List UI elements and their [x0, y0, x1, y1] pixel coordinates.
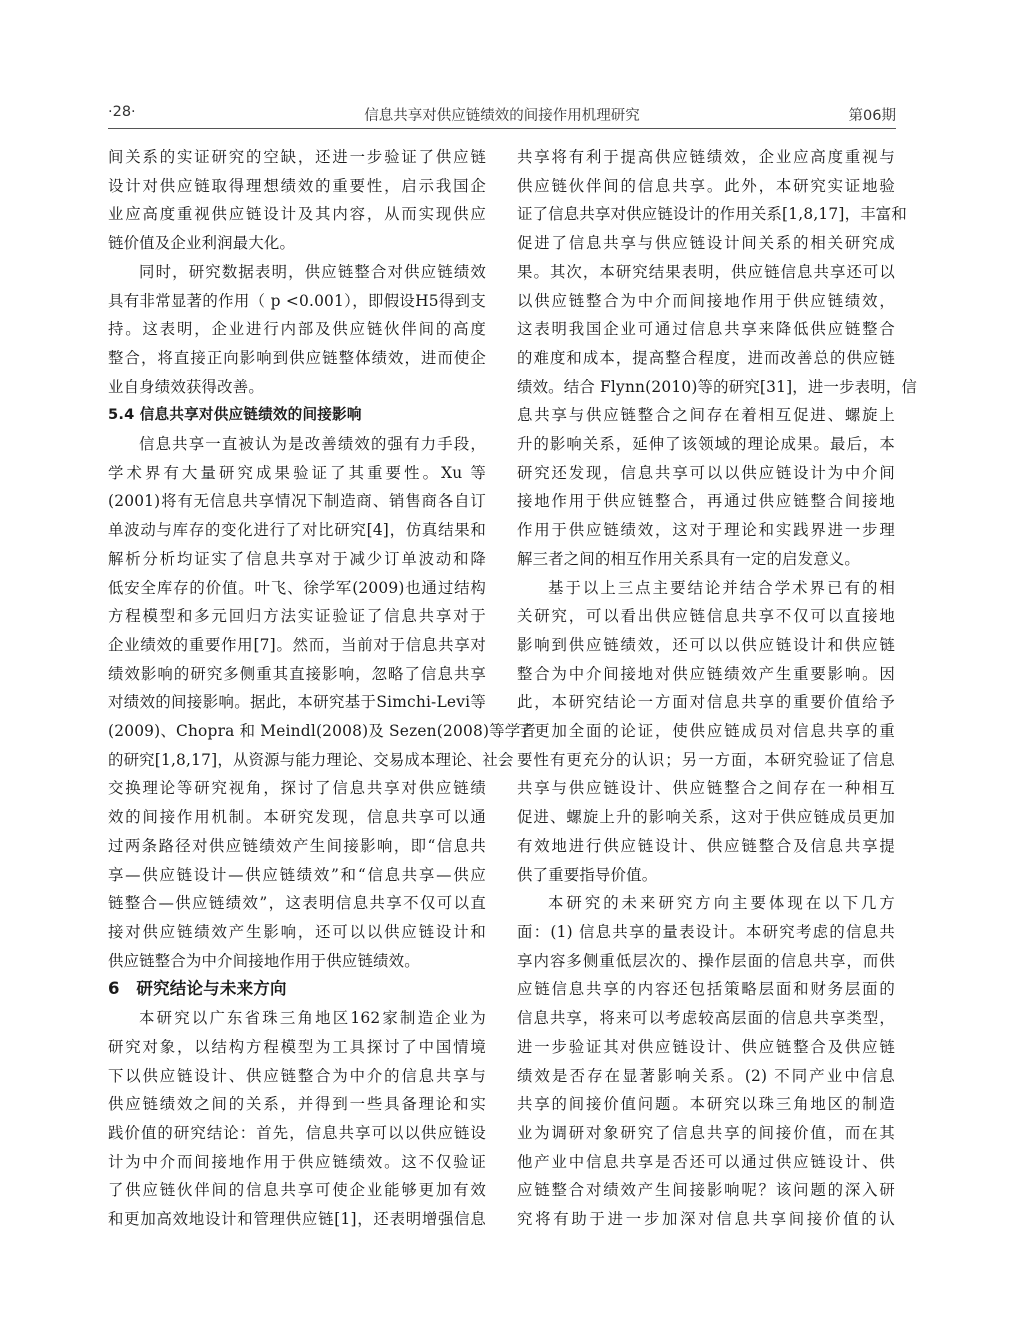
text-line: 计为中介而间接地作用于供应链绩效。这不仅验证: [108, 1152, 486, 1171]
text-line: 面：(1) 信息共享的量表设计。本研究考虑的信息共: [517, 922, 895, 941]
text-line: 交换理论等研究视角，探讨了信息共享对供应链绩: [108, 779, 486, 798]
text-line: 和更加高效地设计和管理供应链[1]，还表明增强信息: [108, 1210, 486, 1229]
text-line: 的难度和成本，提高整合程度，进而改善总的供应链: [517, 348, 895, 367]
text-line: 同时，研究数据表明，供应链整合对供应链绩效: [139, 262, 486, 281]
text-line: 了更加全面的论证，使供应链成员对信息共享的重: [517, 722, 895, 741]
text-line: 促进、螺旋上升的影响关系，这对于供应链成员更加: [517, 808, 895, 827]
text-line: 整合为中介间接地对供应链绩效产生重要影响。因: [517, 664, 895, 683]
text-line: 关研究，可以看出供应链信息共享不仅可以直接地: [517, 607, 895, 626]
text-line: 对绩效的间接影响。据此，本研究基于Simchi-Levi等: [108, 693, 486, 712]
text-line: 持。这表明，企业进行内部及供应链伙伴间的高度: [108, 320, 486, 339]
text-line: 解三者之间的相互作用关系具有一定的启发意义。: [517, 549, 860, 568]
text-line: 供了重要指导价值。: [517, 865, 658, 884]
text-line: 基于以上三点主要结论并结合学术界已有的相: [548, 578, 895, 597]
text-line: 设计对供应链取得理想绩效的重要性，启示我国企: [108, 176, 486, 195]
text-line: 究将有助于进一步加深对信息共享间接价值的认: [517, 1210, 895, 1229]
text-line: 共享与供应链设计、供应链整合之间存在一种相互: [517, 779, 895, 798]
text-line: 作用于供应链绩效，这对于理论和实践界进一步理: [517, 521, 895, 540]
text-line: 链价值及企业利润最大化。: [108, 234, 296, 253]
text-line: 影响到供应链绩效，还可以以供应链设计和供应链: [517, 635, 895, 654]
text-line: 具有非常显著的作用（ p <0.001），即假设H5得到支: [108, 291, 486, 310]
text-line: 企业绩效的重要作用[7]。然而，当前对于信息共享对: [108, 635, 486, 654]
text-line: 间关系的实证研究的空缺，还进一步验证了供应链: [108, 148, 486, 166]
text-line: 研究还发现，信息共享可以以供应链设计为中介间: [517, 463, 895, 482]
text-line: 共享的间接价值问题。本研究以珠三角地区的制造: [517, 1095, 895, 1114]
text-line: 单波动与库存的变化进行了对比研究[4]，仿真结果和: [108, 521, 486, 540]
text-line: 他产业中信息共享是否还可以通过供应链设计、供: [517, 1152, 895, 1171]
text-line: 接地作用于供应链整合，再通过供应链整合间接地: [517, 492, 895, 511]
page-number: ·28·: [108, 104, 136, 120]
text-line: 低安全库存的价值。叶飞、徐学军(2009)也通过结构: [108, 578, 486, 597]
text-line: 供应链整合为中介间接地作用于供应链绩效。: [108, 951, 420, 970]
text-line: 了供应链伙伴间的信息共享可使企业能够更加有效: [108, 1181, 486, 1200]
text-line: 以供应链整合为中介而间接地作用于供应链绩效，: [517, 291, 895, 310]
left-column: [108, 143, 536, 1234]
text-line: (2009)、Chopra 和 Meindl(2008)及 Sezen(2008)等学者: [108, 722, 536, 741]
text-line: 息共享与供应链整合之间存在着相互促进、螺旋上: [517, 406, 895, 425]
running-header: [108, 104, 896, 128]
text-line: 信息共享，将来可以考虑较高层面的信息共享类型，: [517, 1009, 895, 1028]
text-line: 应链整合对绩效产生间接影响呢？该问题的深入研: [517, 1181, 895, 1200]
text-line: 绩效。结合 Flynn(2010)等的研究[31]，进一步表明，信: [517, 377, 918, 396]
text-line: 这表明我国企业可通过信息共享来降低供应链整合: [517, 320, 895, 339]
text-line: 要性有更充分的认识；另一方面，本研究验证了信息: [517, 750, 895, 769]
text-line: 供应链绩效之间的关系，并得到一些具备理论和实: [108, 1095, 486, 1114]
text-line: 本研究以广东省珠三角地区162家制造企业为: [139, 1009, 486, 1028]
running-title: 信息共享对供应链绩效的间接作用机理研究: [364, 108, 640, 124]
header-rule: [108, 128, 896, 129]
text-line: 有效地进行供应链设计、供应链整合及信息共享提: [517, 836, 895, 855]
text-line: 业为调研对象研究了信息共享的间接价值，而在其: [517, 1123, 895, 1142]
issue-number: 第06期: [848, 108, 896, 124]
text-line: 享内容多侧重低层次的、操作层面的信息共享，而供: [517, 951, 895, 970]
text-line: 解析分析均证实了信息共享对于减少订单波动和降: [108, 549, 486, 568]
text-line: 应链信息共享的内容还包括策略层面和财务层面的: [517, 980, 895, 999]
text-line: 证了信息共享对供应链设计的作用关系[1,8,17]，丰富和: [517, 205, 907, 224]
text-line: 践价值的研究结论：首先，信息共享可以以供应链设: [108, 1123, 486, 1142]
text-line: 学术界有大量研究成果验证了其重要性。Xu 等: [108, 463, 486, 482]
text-line: 下以供应链设计、供应链整合为中介的信息共享与: [108, 1066, 486, 1085]
text-line: 共享将有利于提高供应链绩效，企业应高度重视与: [517, 148, 895, 166]
text-line: 升的影响关系，延伸了该领域的理论成果。最后，本: [517, 435, 895, 454]
right-column: [517, 143, 918, 1234]
text-line: 绩效影响的研究多侧重其直接影响，忽略了信息共享: [108, 664, 486, 683]
text-line: 信息共享一直被认为是改善绩效的强有力手段，: [139, 435, 486, 454]
subsection-heading: 5.4 信息共享对供应链绩效的间接影响: [108, 406, 362, 424]
text-line: 链整合—供应链绩效”，这表明信息共享不仅可以直: [108, 894, 486, 913]
text-line: (2001)将有无信息共享情况下制造商、销售商各自订: [108, 492, 486, 511]
text-line: 进一步验证其对供应链设计、供应链整合及供应链: [517, 1037, 895, 1056]
text-line: 研究对象，以结构方程模型为工具探讨了中国情境: [108, 1037, 486, 1056]
text-line: 整合，将直接正向影响到供应链整体绩效，进而使企: [108, 348, 486, 367]
text-line: 本研究的未来研究方向主要体现在以下几方: [548, 894, 895, 913]
text-line: 业自身绩效获得改善。: [108, 377, 264, 396]
text-line: 享—供应链设计—供应链绩效”和“信息共享—供应: [108, 865, 486, 884]
section-heading: 6 研究结论与未来方向: [108, 979, 287, 999]
text-line: 绩效是否存在显著影响关系。(2) 不同产业中信息: [517, 1066, 895, 1085]
text-line: 业应高度重视供应链设计及其内容，从而实现供应: [108, 205, 486, 224]
text-line: 方程模型和多元回归方法实证验证了信息共享对于: [108, 607, 486, 626]
text-line: 效的间接作用机制。本研究发现，信息共享可以通: [108, 808, 486, 827]
text-line: 促进了信息共享与供应链设计间关系的相关研究成: [517, 234, 895, 253]
text-line: 此，本研究结论一方面对信息共享的重要价值给予: [517, 693, 895, 712]
text-line: 果。其次，本研究结果表明，供应链信息共享还可以: [517, 262, 895, 281]
text-line: 接对供应链绩效产生影响，还可以以供应链设计和: [108, 922, 486, 941]
text-line: 供应链伙伴间的信息共享。此外，本研究实证地验: [517, 176, 895, 195]
text-line: 过两条路径对供应链绩效产生间接影响，即“信息共: [108, 836, 486, 855]
text-line: 的研究[1,8,17]，从资源与能力理论、交易成本理论、社会: [108, 750, 514, 769]
